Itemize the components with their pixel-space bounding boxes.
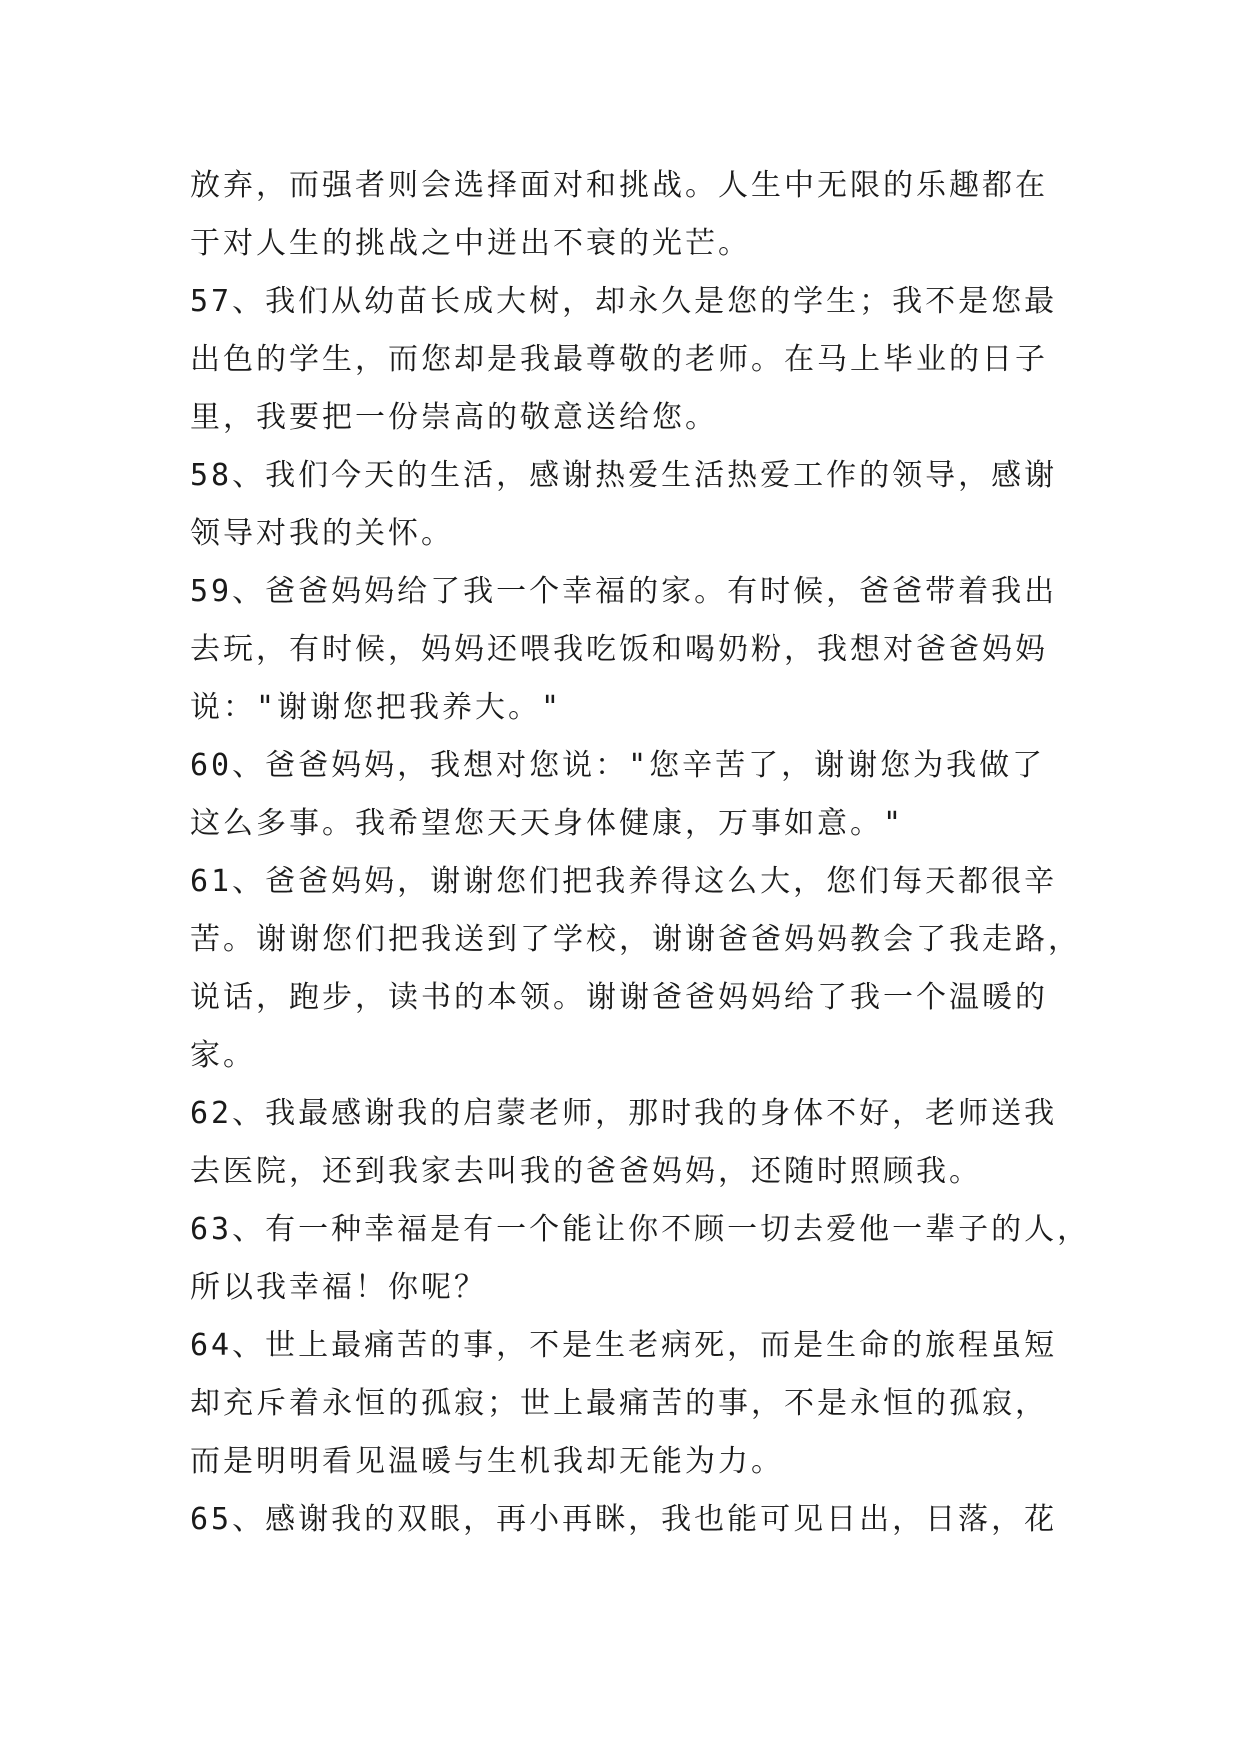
text-line: 去玩，有时候，妈妈还喂我吃饭和喝奶粉，我想对爸爸妈妈 — [190, 632, 1048, 667]
text-line: 所以我幸福！你呢？ — [190, 1270, 487, 1305]
text-line: 62、我最感谢我的启蒙老师，那时我的身体不好，老师送我 — [190, 1096, 1058, 1131]
text-line: 58、我们今天的生活，感谢热爱生活热爱工作的领导，感谢 — [190, 458, 1058, 493]
text-line: 而是明明看见温暖与生机我却无能为力。 — [190, 1444, 784, 1479]
document-body — [190, 157, 1091, 1549]
text-line: 出色的学生，而您却是我最尊敬的老师。在马上毕业的日子 — [190, 342, 1048, 377]
text-line: 说话，跑步，读书的本领。谢谢爸爸妈妈给了我一个温暖的 — [190, 980, 1048, 1015]
text-line: 57、我们从幼苗长成大树，却永久是您的学生；我不是您最 — [190, 284, 1058, 319]
text-line: 63、有一种幸福是有一个能让你不顾一切去爱他一辈子的人， — [190, 1212, 1091, 1247]
text-line: 家。 — [190, 1038, 256, 1073]
text-line: 65、感谢我的双眼，再小再眯，我也能可见日出，日落，花 — [190, 1502, 1058, 1537]
text-line: 于对人生的挑战之中迸出不衰的光芒。 — [190, 226, 751, 261]
text-line: 里，我要把一份崇高的敬意送给您。 — [190, 400, 718, 435]
text-line: 64、世上最痛苦的事，不是生老病死，而是生命的旅程虽短 — [190, 1328, 1058, 1363]
text-line: 去医院，还到我家去叫我的爸爸妈妈，还随时照顾我。 — [190, 1154, 982, 1189]
text-line: 却充斥着永恒的孤寂；世上最痛苦的事，不是永恒的孤寂， — [190, 1386, 1048, 1421]
text-line: 说："谢谢您把我养大。" — [190, 690, 563, 725]
text-line: 领导对我的关怀。 — [190, 516, 454, 551]
text-line: 61、爸爸妈妈，谢谢您们把我养得这么大，您们每天都很辛 — [190, 864, 1058, 899]
text-line: 60、爸爸妈妈，我想对您说："您辛苦了，谢谢您为我做了 — [190, 748, 1046, 783]
text-line: 苦。谢谢您们把我送到了学校，谢谢爸爸妈妈教会了我走路， — [190, 922, 1081, 957]
text-line: 59、爸爸妈妈给了我一个幸福的家。有时候，爸爸带着我出 — [190, 574, 1058, 609]
text-line: 放弃，而强者则会选择面对和挑战。人生中无限的乐趣都在 — [190, 168, 1048, 203]
text-line: 这么多事。我希望您天天身体健康，万事如意。" — [190, 806, 905, 841]
